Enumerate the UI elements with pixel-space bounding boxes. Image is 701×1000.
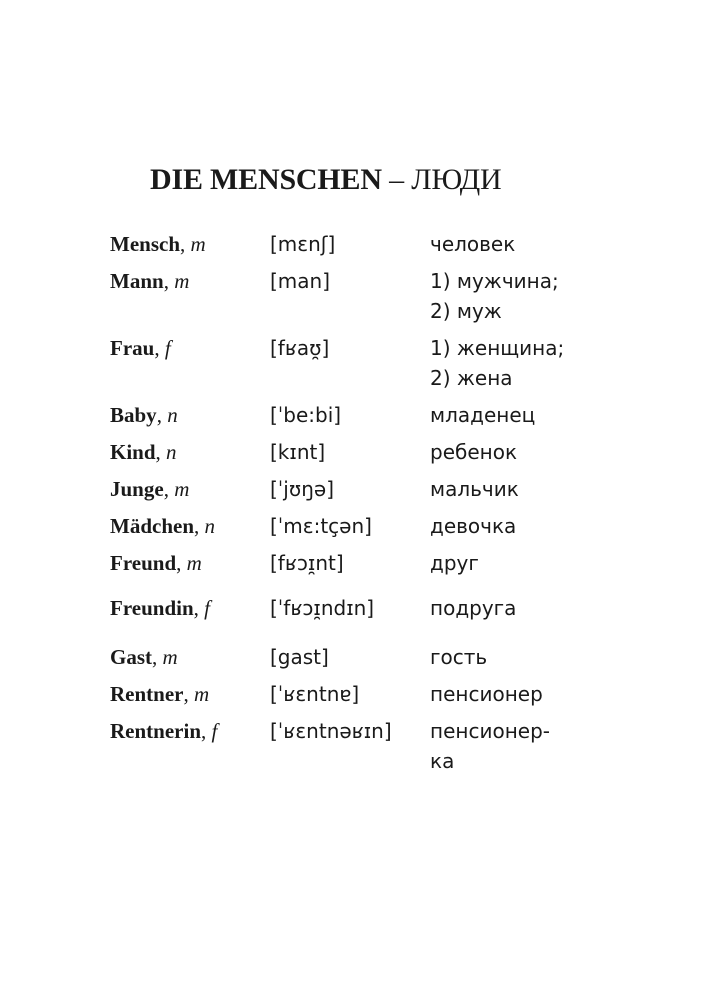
translation bbox=[430, 400, 630, 430]
translation-line: девочка bbox=[430, 514, 517, 538]
translation-line: ка bbox=[430, 749, 455, 773]
title-russian: ЛЮДИ bbox=[411, 163, 502, 196]
lemma: Mensch bbox=[110, 232, 180, 256]
vocab-row bbox=[110, 229, 630, 259]
german-word: Freundin, f bbox=[110, 596, 210, 620]
german-word: Baby, n bbox=[110, 403, 178, 427]
vocab-row bbox=[110, 679, 630, 709]
transcription: [ˈʁɛntnəʁɪn] bbox=[270, 719, 392, 743]
gender-marker: n bbox=[167, 403, 178, 427]
transcription: [man] bbox=[270, 269, 331, 293]
translation bbox=[430, 474, 630, 504]
german-word: Mann, m bbox=[110, 269, 190, 293]
vocab-row bbox=[110, 400, 630, 430]
vocab-row bbox=[110, 474, 630, 504]
translation-line: мальчик bbox=[430, 477, 519, 501]
german-word: Junge, m bbox=[110, 477, 190, 501]
vocab-row bbox=[110, 548, 630, 578]
translation bbox=[430, 716, 630, 776]
gender-marker: m bbox=[190, 232, 206, 256]
translation bbox=[430, 642, 630, 672]
transcription: [ˈmɛ:tçən] bbox=[270, 514, 372, 538]
translation-line: человек bbox=[430, 232, 516, 256]
gender-marker: n bbox=[166, 440, 177, 464]
translation bbox=[430, 437, 630, 467]
vocabulary-table bbox=[110, 229, 630, 776]
lemma: Frau bbox=[110, 336, 155, 360]
gender-marker: m bbox=[174, 477, 190, 501]
lemma: Baby bbox=[110, 403, 157, 427]
lemma: Kind bbox=[110, 440, 156, 464]
gender-marker: f bbox=[204, 596, 210, 620]
translation-line: гость bbox=[430, 645, 488, 669]
translation-line: ребенок bbox=[430, 440, 518, 464]
gender-marker: m bbox=[162, 645, 178, 669]
transcription: [gast] bbox=[270, 645, 329, 669]
translation bbox=[430, 266, 630, 326]
german-word: Gast, m bbox=[110, 645, 178, 669]
gender-marker: m bbox=[186, 551, 202, 575]
german-word: Mensch, m bbox=[110, 232, 206, 256]
vocab-row bbox=[110, 642, 630, 672]
vocab-row bbox=[110, 511, 630, 541]
transcription: [fʁaʊ̯] bbox=[270, 336, 330, 360]
translation-line: друг bbox=[430, 551, 479, 575]
transcription: [kɪnt] bbox=[270, 440, 326, 464]
lemma: Mann bbox=[110, 269, 164, 293]
german-word: Frau, f bbox=[110, 336, 171, 360]
translation-line: 1) мужчина; bbox=[430, 269, 559, 293]
gender-marker: m bbox=[174, 269, 190, 293]
translation bbox=[430, 548, 630, 578]
transcription: [ˈʁɛntnɐ] bbox=[270, 682, 360, 706]
transcription: [mɛnʃ] bbox=[270, 232, 336, 256]
translation-line: пенсионер- bbox=[430, 719, 550, 743]
transcription: [ˈjʊŋə] bbox=[270, 477, 334, 501]
german-word: Rentnerin, f bbox=[110, 719, 218, 743]
lemma: Rentner bbox=[110, 682, 184, 706]
translation bbox=[430, 229, 630, 259]
translation-line: 1) женщина; bbox=[430, 336, 565, 360]
gender-marker: f bbox=[164, 336, 171, 360]
title-dash: – bbox=[381, 163, 412, 196]
transcription: [fʁɔɪ̯nt] bbox=[270, 551, 344, 575]
german-word: Mädchen, n bbox=[110, 514, 215, 538]
lemma: Junge bbox=[110, 477, 164, 501]
vocab-row bbox=[110, 266, 630, 326]
translation bbox=[430, 333, 630, 393]
translation bbox=[430, 679, 630, 709]
german-word: Rentner, m bbox=[110, 682, 210, 706]
transcription: [ˈfʁɔɪ̯ndɪn] bbox=[270, 596, 375, 620]
translation-line: пенсионер bbox=[430, 682, 543, 706]
vocab-row bbox=[110, 716, 630, 776]
page-title bbox=[150, 160, 501, 200]
vocab-row bbox=[110, 437, 630, 467]
translation-line: младенец bbox=[430, 403, 536, 427]
translation-line: подруга bbox=[430, 596, 517, 620]
lemma: Freundin bbox=[110, 596, 194, 620]
german-word: Freund, m bbox=[110, 551, 202, 575]
lemma: Freund bbox=[110, 551, 177, 575]
gender-marker: n bbox=[204, 514, 215, 538]
gender-marker: m bbox=[193, 682, 210, 706]
translation-line: 2) жена bbox=[430, 366, 513, 390]
german-word: Kind, n bbox=[110, 440, 177, 464]
vocab-row bbox=[110, 593, 630, 623]
gender-marker: f bbox=[211, 719, 218, 743]
vocab-row bbox=[110, 333, 630, 393]
translation bbox=[430, 593, 630, 623]
transcription: [ˈbe:bi] bbox=[270, 403, 342, 427]
lemma: Mädchen bbox=[110, 514, 194, 538]
translation bbox=[430, 511, 630, 541]
lemma: Gast bbox=[110, 645, 152, 669]
translation-line: 2) муж bbox=[430, 299, 502, 323]
title-german: DIE MENSCHEN bbox=[150, 163, 382, 196]
lemma: Rentnerin bbox=[110, 719, 201, 743]
